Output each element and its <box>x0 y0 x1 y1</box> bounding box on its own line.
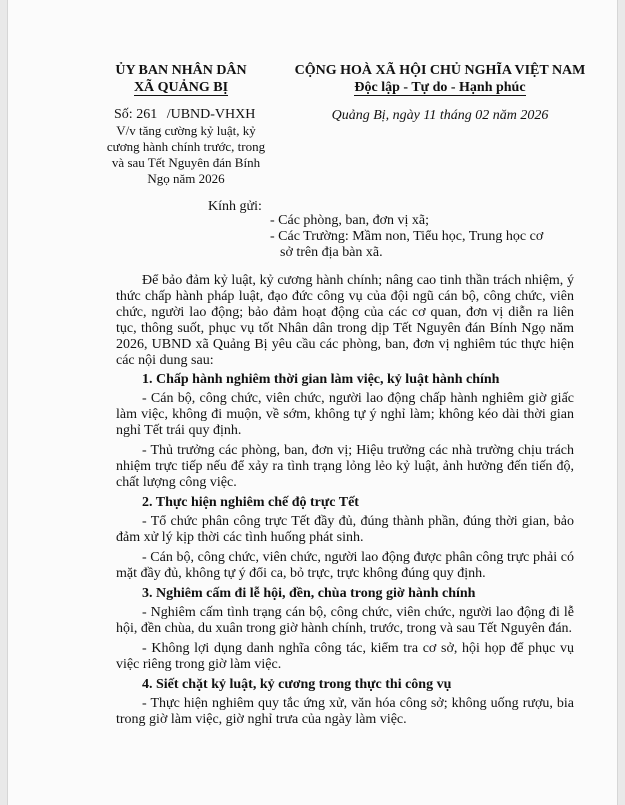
number-code: /UBND-VHXH <box>166 107 256 122</box>
recipients-label: Kính gửi: <box>208 199 262 214</box>
section-heading: 3. Nghiêm cấm đi lễ hội, đền, chùa trong giờ hành chính <box>142 586 476 601</box>
section-heading: 1. Chấp hành nghiêm thời gian làm việc, kỷ luật hành chính <box>142 372 500 387</box>
subject-line: cương hành chính trước, trong <box>106 139 266 154</box>
body-paragraph: - Không lợi dụng danh nghĩa công tác, kiểm tra cơ sở, hội họp để phục vụ việc riêng trong giờ làm việc. <box>116 641 574 672</box>
recipient-item: - Các phòng, ban, đơn vị xã; <box>270 213 430 228</box>
subject-line: V/v tăng cường kỷ luật, kỷ <box>116 123 256 138</box>
recipient-item: sở trên địa bàn xã. <box>280 245 383 260</box>
document-body <box>116 273 574 732</box>
document-page <box>8 0 617 805</box>
number-value: 261 <box>136 107 158 122</box>
intro-paragraph: Để bảo đảm kỷ luật, kỷ cương hành chính; nâng cao tinh thần trách nhiệm, ý thức chấp hành pháp luật, đạo đức công vụ của đội ngũ cán bộ, công chức, viên chức, người lao động; bảo đảm hoạt động của các cơ quan, đơn vị diễn ra liên tục, thông suốt, phục vụ tốt Nhân dân trong dịp Tết Nguyên đán Bính Ngọ năm 2026, UBND xã Quảng Bị yêu cầu các phòng, ban, đơn vị nghiêm túc thực hiện các nội dung sau: <box>116 273 574 368</box>
national-motto <box>270 62 610 96</box>
section-heading: 4. Siết chặt kỷ luật, kỷ cương trong thực thi công vụ <box>142 677 452 692</box>
body-paragraph: - Nghiêm cấm tình trạng cán bộ, công chức, viên chức, người lao động đi lễ hội, đền chùa, du xuân trong giờ hành chính, trước, trong và sau Tết Nguyên đán. <box>116 605 574 636</box>
place-and-date: Quảng Bị, ngày 11 tháng 02 năm 2026 <box>331 108 549 123</box>
authority-line-1: ỦY BAN NHÂN DÂN <box>115 63 247 78</box>
subject-line: Ngọ năm 2026 <box>147 171 225 186</box>
body-paragraph: - Cán bộ, công chức, viên chức, người lao động được phân công trực phải có mặt đầy đủ, không tự ý đổi ca, bỏ trực, trực không đúng quy định. <box>116 550 574 581</box>
body-paragraph: - Thực hiện nghiêm quy tắc ứng xử, văn hóa công sở; không uống rượu, bia trong giờ làm việc, giờ nghỉ trưa của ngày làm việc. <box>116 696 574 727</box>
recipients-list <box>270 213 600 261</box>
section-heading: 2. Thực hiện nghiêm chế độ trực Tết <box>142 495 359 510</box>
motto: Độc lập - Tự do - Hạnh phúc <box>354 80 526 95</box>
issuing-authority <box>86 62 276 96</box>
country-name: CỘNG HOÀ XÃ HỘI CHỦ NGHĨA VIỆT NAM <box>294 63 586 78</box>
body-paragraph: - Thủ trưởng các phòng, ban, đơn vị; Hiệu trưởng các nhà trường chịu trách nhiệm trực tiếp nếu để xảy ra tình trạng lỏng lẻo kỷ luật, ảnh hưởng đến tiến độ, chất lượng công việc. <box>116 443 574 490</box>
authority-line-2: XÃ QUẢNG BỊ <box>133 80 229 95</box>
subject-line: và sau Tết Nguyên đán Bính <box>111 155 261 170</box>
number-label: Số: <box>114 107 133 122</box>
body-paragraph: - Cán bộ, công chức, viên chức, người lao động chấp hành nghiêm giờ giấc làm việc, không đi muộn, về sớm, không tự ý nghỉ làm; không kéo dài thời gian nghỉ Tết trái quy định. <box>116 391 574 438</box>
document-subject <box>78 123 294 187</box>
recipient-item: - Các Trường: Mầm non, Tiểu học, Trung học cơ <box>270 229 544 244</box>
body-paragraph: - Tổ chức phân công trực Tết đầy đủ, đúng thành phần, đúng thời gian, bảo đảm xử lý kịp thời các tình huống phát sinh. <box>116 514 574 545</box>
